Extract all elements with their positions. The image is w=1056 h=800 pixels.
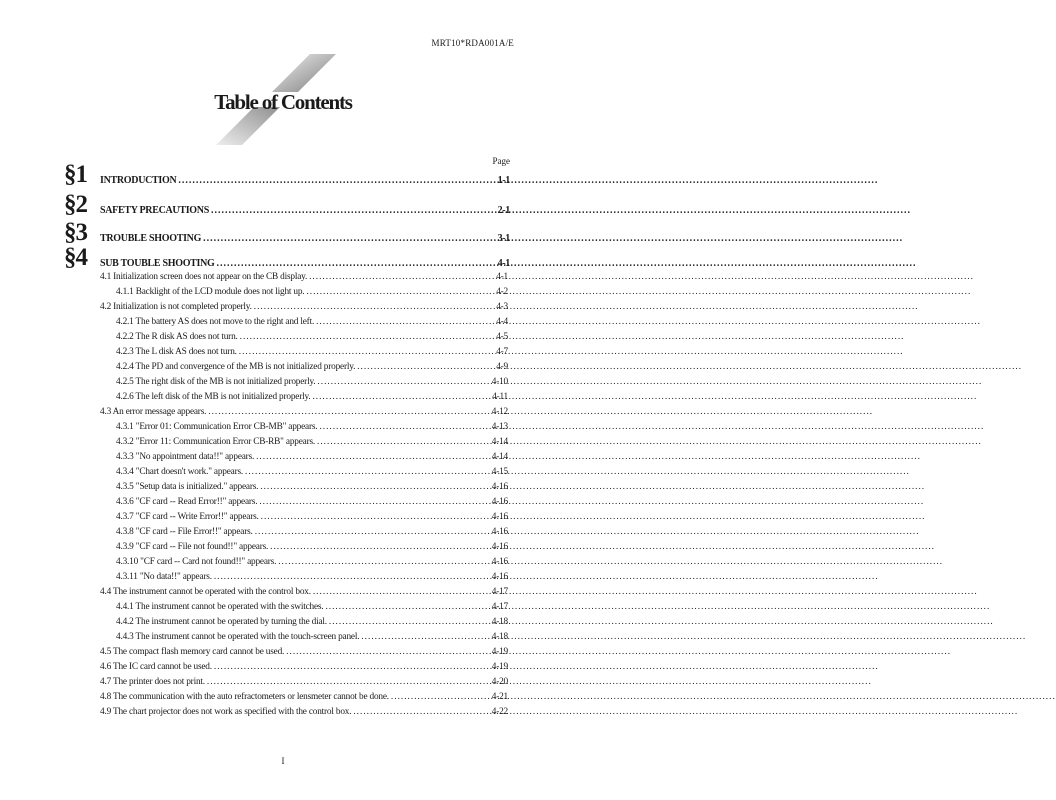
toc-entry[interactable] — [116, 360, 508, 375]
entry-title: 4.3.5 "Setup data is initialized." appears. — [116, 482, 259, 492]
toc-entry[interactable] — [100, 675, 508, 690]
page-number: I — [281, 756, 285, 766]
entry-title: 4.4.1 The instrument cannot be operated with the switches. — [116, 602, 324, 612]
entry-title: 4.4.3 The instrument cannot be operated with the touch-screen panel. — [116, 632, 360, 642]
toc-entry[interactable] — [100, 645, 508, 660]
toc-section-3[interactable] — [64, 218, 510, 244]
entry-title: 4.2.1 The battery AS does not move to the right and left. — [116, 317, 315, 327]
toc-entry[interactable] — [116, 495, 508, 510]
entry-page: 4-9 — [496, 362, 508, 372]
entry-page: 4-14 — [491, 437, 508, 447]
entry-title: 4.3.10 "CF card -- Card not found!!" appears. — [116, 557, 277, 567]
entry-page: 4-16 — [491, 557, 508, 567]
toc-entry[interactable] — [116, 480, 508, 495]
entry-page: 4-17 — [491, 602, 508, 612]
dot-leader — [214, 570, 490, 585]
dot-leader — [259, 495, 489, 510]
dot-leader — [245, 465, 490, 480]
section-page: 2-1 — [497, 205, 510, 216]
dot-leader — [361, 630, 489, 645]
dot-leader — [391, 690, 490, 705]
entry-title: 4.7 The printer does not print. — [100, 677, 205, 687]
toc-entry[interactable] — [116, 390, 508, 405]
dot-leader — [316, 315, 494, 330]
section-title: TROUBLE SHOOTING — [100, 233, 202, 244]
toc-entry[interactable] — [116, 555, 508, 570]
toc-entry[interactable] — [116, 420, 508, 435]
page-title: Table of Contents — [214, 90, 352, 114]
toc-entry[interactable] — [116, 330, 508, 345]
dot-leader — [317, 435, 490, 450]
entry-page: 4-16 — [491, 572, 508, 582]
toc-entry[interactable] — [116, 510, 508, 525]
entry-page: 4-5 — [496, 332, 508, 342]
toc-entry[interactable] — [116, 465, 508, 480]
entry-title: 4.5 The compact flash memory card cannot be used. — [100, 647, 285, 657]
entry-page: 4-11 — [492, 392, 508, 402]
dot-leader — [329, 615, 490, 630]
section-page: 4-1 — [497, 258, 510, 269]
entry-page: 4-7 — [496, 347, 508, 357]
dot-leader — [286, 645, 490, 660]
entry-page: 4-16 — [491, 512, 508, 522]
dot-leader — [309, 270, 494, 285]
dot-leader — [319, 420, 489, 435]
toc-section-4[interactable] — [64, 243, 510, 269]
entry-page: 4-17 — [491, 587, 508, 597]
toc-entry[interactable] — [100, 270, 508, 285]
dot-leader — [312, 390, 490, 405]
section-number: §4 — [64, 244, 87, 271]
toc-entry[interactable] — [100, 705, 508, 720]
entry-page: 4-19 — [491, 647, 508, 657]
dot-leader — [313, 585, 490, 600]
entry-page: 4-1 — [496, 272, 508, 282]
dot-leader — [325, 600, 489, 615]
entry-title: 4.2 Initialization is not completed properly. — [100, 302, 252, 312]
section-page: 1-1 — [497, 175, 510, 186]
entry-title: 4.3.11 "No data!!" appears. — [116, 572, 212, 582]
entry-page: 4-22 — [491, 707, 508, 717]
dot-leader — [260, 480, 489, 495]
dot-leader — [255, 525, 490, 540]
entry-title: 4.3.9 "CF card -- File not found!!" appears. — [116, 542, 269, 552]
entry-title: 4.2.3 The L disk AS does not turn. — [116, 347, 237, 357]
entry-title: 4.3.4 "Chart doesn't work." appears. — [116, 467, 244, 477]
page-column-label: Page — [492, 156, 510, 166]
toc-entry[interactable] — [100, 690, 508, 705]
toc-entry[interactable] — [116, 285, 508, 300]
entry-page: 4-15 — [491, 467, 508, 477]
dot-leader — [306, 285, 494, 300]
entry-title: 4.2.4 The PD and convergence of the MB is not initialized properly. — [116, 362, 356, 372]
entry-title: 4.1 Initialization screen does not appear on the CB display. — [100, 272, 308, 282]
entry-title: 4.8 The communication with the auto refractometers or lensmeter cannot be done. — [100, 692, 389, 702]
entry-title: 4.4.2 The instrument cannot be operated by turning the dial. — [116, 617, 327, 627]
entry-page: 4-19 — [491, 662, 508, 672]
entry-page: 4-10 — [491, 377, 508, 387]
dot-leader — [178, 175, 495, 186]
dot-leader — [357, 360, 494, 375]
entry-title: 4.3 An error message appears. — [100, 407, 207, 417]
toc-entry[interactable] — [116, 435, 508, 450]
dot-leader — [270, 540, 490, 555]
entry-page: 4-16 — [491, 527, 508, 537]
entry-title: 4.3.7 "CF card -- Write Error!!" appears. — [116, 512, 259, 522]
document-id: MRT10*RDA001A/E — [431, 38, 514, 48]
entry-page: 4-13 — [491, 422, 508, 432]
entry-page: 4-3 — [496, 302, 508, 312]
toc-entry[interactable] — [100, 405, 508, 420]
dot-leader — [256, 450, 490, 465]
section-title: INTRODUCTION — [100, 175, 177, 186]
entry-page: 4-16 — [491, 542, 508, 552]
entry-title: 4.1.1 Backlight of the LCD module does not light up. — [116, 287, 305, 297]
entry-title: 4.2.5 The right disk of the MB is not initialized properly. — [116, 377, 316, 387]
toc-entry[interactable] — [116, 315, 508, 330]
section-number: §1 — [64, 161, 87, 188]
section-page: 3-1 — [497, 233, 510, 244]
dot-leader — [240, 330, 495, 345]
section-title: SAFETY PRECAUTIONS — [100, 205, 209, 216]
toc-entry[interactable] — [100, 300, 508, 315]
toc-entry[interactable] — [116, 615, 508, 630]
entry-page: 4-16 — [491, 497, 508, 507]
dot-leader — [261, 510, 490, 525]
dot-leader — [217, 258, 496, 269]
toc-entry[interactable] — [100, 585, 508, 600]
dot-leader — [214, 660, 490, 675]
toc-entry[interactable] — [116, 525, 508, 540]
entry-title: 4.3.2 "Error 11: Communication Error CB-RB" appears. — [116, 437, 316, 447]
entry-page: 4-12 — [491, 407, 508, 417]
toc-section-1[interactable] — [64, 160, 510, 186]
toc-entry[interactable] — [116, 450, 508, 465]
toc-entry[interactable] — [116, 570, 508, 585]
section-title: SUB TOUBLE SHOOTING — [100, 258, 215, 269]
dot-leader — [278, 555, 490, 570]
section-number: §2 — [64, 191, 87, 218]
toc-entry[interactable] — [116, 630, 508, 645]
entry-title: 4.6 The IC card cannot be used. — [100, 662, 212, 672]
entry-title: 4.4 The instrument cannot be operated with the control box. — [100, 587, 311, 597]
dot-leader — [211, 205, 496, 216]
dot-leader — [317, 375, 489, 390]
entry-title: 4.3.8 "CF card -- File Error!!" appears. — [116, 527, 253, 537]
entry-title: 4.3.1 "Error 01: Communication Error CB-MB" appears. — [116, 422, 318, 432]
toc-entry[interactable] — [100, 660, 508, 675]
entry-page: 4-20 — [491, 677, 508, 687]
entry-page: 4-21 — [491, 692, 508, 702]
entry-page: 4-18 — [491, 632, 508, 642]
entry-title: 4.3.6 "CF card -- Read Error!!" appears. — [116, 497, 258, 507]
entry-title: 4.9 The chart projector does not work as specified with the control box. — [100, 707, 352, 717]
section-number: §3 — [64, 219, 87, 246]
toc-entry[interactable] — [116, 600, 508, 615]
entry-page: 4-14 — [491, 452, 508, 462]
dot-leader — [239, 345, 494, 360]
toc-entry[interactable] — [116, 540, 508, 555]
entry-page: 4-18 — [491, 617, 508, 627]
toc-entry[interactable] — [116, 375, 508, 390]
entry-page: 4-4 — [496, 317, 508, 327]
toc-entry[interactable] — [116, 345, 508, 360]
entry-page: 4-2 — [496, 287, 508, 297]
dot-leader — [353, 705, 489, 720]
entry-title: 4.2.2 The R disk AS does not turn. — [116, 332, 238, 342]
toc-section-2[interactable] — [64, 190, 510, 216]
dot-leader — [208, 405, 490, 420]
dot-leader — [207, 675, 490, 690]
entry-page: 4-16 — [491, 482, 508, 492]
dot-leader — [254, 300, 494, 315]
entry-title: 4.3.3 "No appointment data!!" appears. — [116, 452, 255, 462]
entry-title: 4.2.6 The left disk of the MB is not initialized properly. — [116, 392, 311, 402]
